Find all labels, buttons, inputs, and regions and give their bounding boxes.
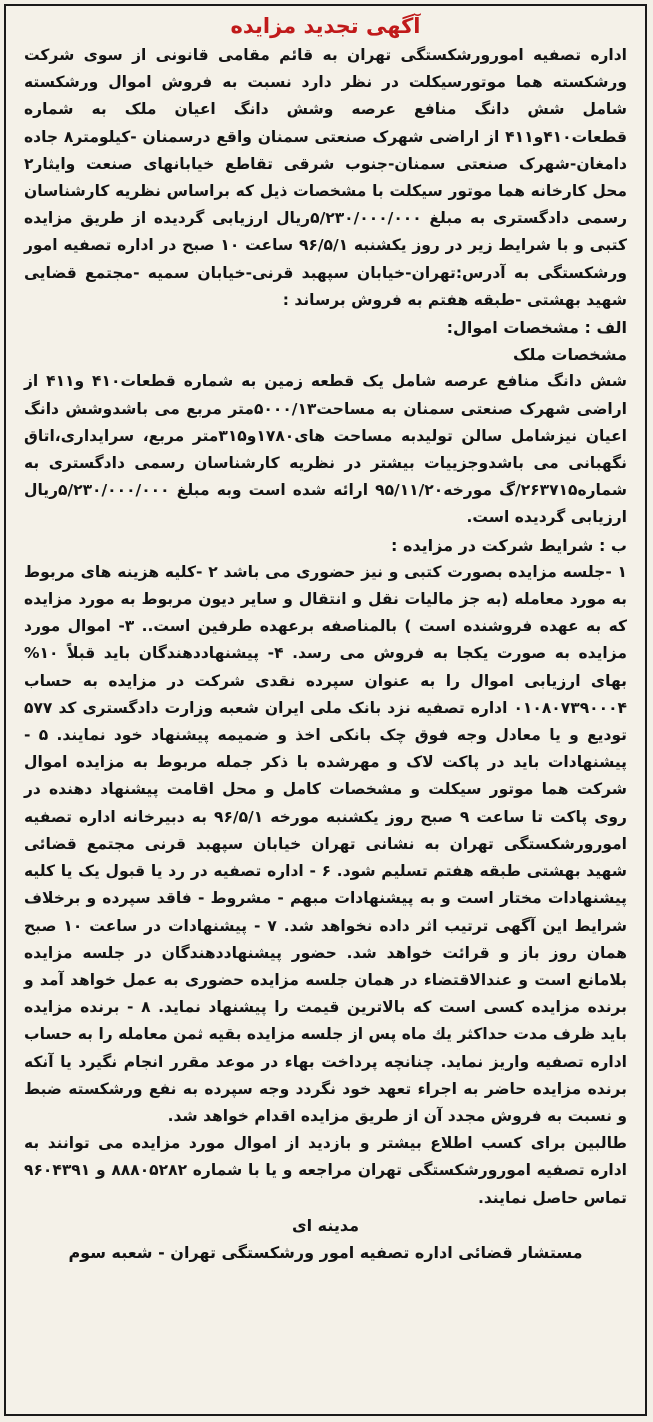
conditions-paragraph: ۱ -جلسه مزایده بصورت کتبی و نیز حضوری می باشد ۲ -کلیه هزینه های مربوط به مورد معامله (به جز مالیات نقل و انتقال و سایر دیون مربوط به مورد مزایده که به عهده فروشنده است ) بالمناصفه برعهده طرفین است.. ۳- اموال مورد مزایده به صورت یکجا به فروش می رسد. ۴- پیشنهاددهندگان باید قبلاً ۱۰% بهای ارزیابی اموال را به عنوان سپرده نقدی شرکت در مزایده به حساب ۰۱۰۸۰۷۳۹۰۰۰۴ اداره تصفیه نزد بانک ملی ایران شعبه وزارت دادگستری کد ۵۷۷ تودیع و یا معادل وجه فوق چک بانکی اخذ و ضمیمه پیشنهاد خود نمایند. ۵ - پیشنهادات باید در پاکت لاک و مهرشده با ذکر جمله مربوط به مزایده اموال شرکت هما موتور سیکلت و مشخصات کامل و محل اقامت پیشنهاد دهنده در روی پاکت تا ساعت ۹ صبح روز یکشنبه مورخه ۹۶/۵/۱ به دبیرخانه اداره تصفیه امورورشکستگی تهران به نشانی تهران خیابان سپهبد قرنی مجتمع قضائی شهید بهشتی طبقه هفتم تسلیم شود. ۶ - اداره تصفیه در رد یا قبول یک یا کلیه پیشنهادات مختار است و به پیشنهادات مبهم - مشروط - فاقد سپرده و برخلاف شرایط این آگهی ترتیب اثر داده نخواهد شد. ۷ - پیشنهادات در ساعت ۱۰ صبح همان روز باز و قرائت خواهد شد. حضور پیشنهاددهندگان در جلسه مزایده بلامانع است و عندالاقتضاء در همان جلسه مزایده حضوری به عمل خواهد آمد و برنده مزایده کسی است که بالاترین قیمت را پیشنهاد نماید. ۸ - برنده مزایده باید ظرف مدت حداکثر یك ماه پس از جلسه مزایده بقیه ثمن معامله را به حساب اداره تصفیه واریز نماید. چنانچه پرداخت بهاء در موعد مقرر انجام نگیرد یا آنکه برنده مزایده حاضر به اجراء تعهد خود نگردد وجه سپرده به نفع ورشکسته ضبط و نسبت به فروش مجدد آن از طریق مزایده اقدام خواهد شد. xyxy=(24,562,627,1125)
contact-paragraph: طالبین برای کسب اطلاع بیشتر و بازدید از اموال مورد مزایده می توانند به اداره تصفیه امورورشکستگی تهران مراجعه و یا با شماره ۸۸۸۰۵۲۸۲ و ۹۶۰۴۳۹۱ تماس حاصل نمایند. xyxy=(24,1134,627,1207)
section-a-heading: الف : مشخصات اموال: xyxy=(446,318,627,338)
signature-name: مدینه ای xyxy=(291,1215,360,1235)
signature-title: مستشار قضائی اداره تصفیه امور ورشکستگی تهران - شعبه سوم xyxy=(68,1242,583,1262)
property-paragraph: شش دانگ منافع عرصه شامل یک قطعه زمین به شماره قطعات۴۱۰ و۴۱۱ از اراضی شهرک صنعتی سمنان به مساحت۵۰۰۰/۱۳متر مربع می باشدوشش دانگ اعیان نیزشامل سالن تولیدبه مساحت های۱۷۸۰و۳۱۵متر مربع، سرایداری،اتاق نگهبانی می باشدوجزییات بیشتر در نظریه کارشناسان رسمی دادگستری به شماره۲۶۳۷۱۵/گ مورخه۹۵/۱۱/۲۰ ارائه شده است وبه مبلغ ۵/۲۳۰/۰۰۰/۰۰۰ریال ارزیابی گردیده است. xyxy=(24,372,628,527)
auction-notice xyxy=(4,4,647,1416)
property-subheading: مشخصات ملک xyxy=(513,345,627,365)
notice-title: آگهی تجدید مزایده xyxy=(230,14,421,38)
intro-paragraph: اداره تصفیه امورورشکستگی تهران به قائم مقامی قانونی از سوی شرکت ورشکسته هما موتورسیکلت در نظر دارد نسبت به فروش اموال ورشکسته شامل شش دانگ منافع عرصه وشش دانگ اعیان ملک به شماره قطعات۴۱۰و۴۱۱ از اراضی شهرک صنعتی سمنان واقع درسمنان -کیلومتر۸ جاده دامغان-شهرک صنعتی سمنان-جنوب شرقی تقاطع خیابانهای صنعت وایثار۲ محل کارخانه هما موتور سیکلت با مشخصات ذیل که براساس نظریه کارشناسان رسمی دادگستری به مبلغ ۵/۲۳۰/۰۰۰/۰۰۰ریال ارزیابی گردیده از طریق مزایده کتبی و با شرایط زیر در روز یکشنبه ۹۶/۵/۱ ساعت ۱۰ صبح در اداره تصفیه امور ورشکستگی به آدرس:تهران-خیابان سپهبد قرنی-خیابان سمیه -مجتمع قضایی شهید بهشتی -طبقه هفتم به فروش برساند : xyxy=(24,46,627,309)
section-b-heading: ب : شرایط شرکت در مزایده : xyxy=(391,535,627,555)
